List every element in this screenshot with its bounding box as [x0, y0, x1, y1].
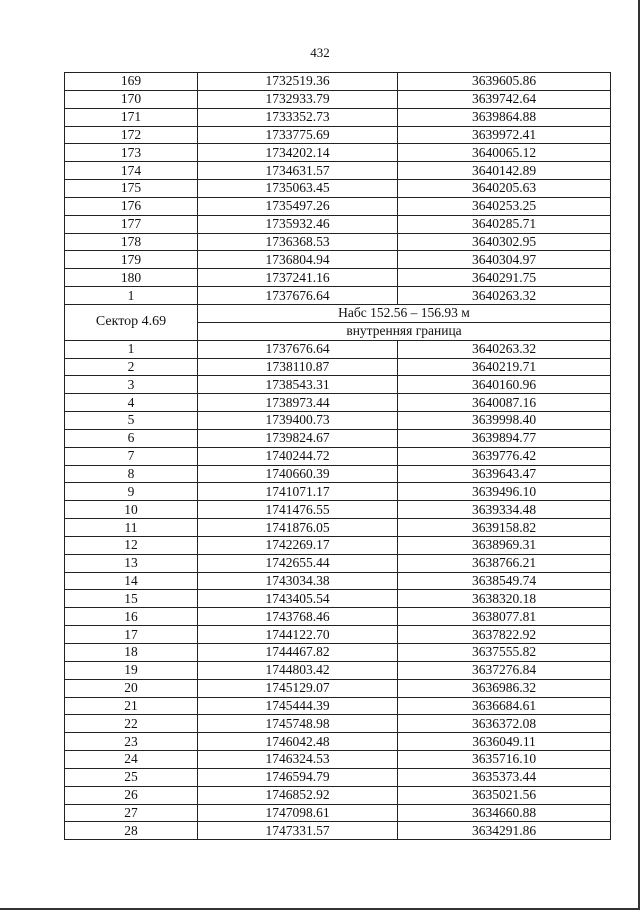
- x-coordinate: 1742655.44: [198, 554, 398, 572]
- y-coordinate: 3639864.88: [398, 108, 611, 126]
- y-coordinate: 3640285.71: [398, 215, 611, 233]
- y-coordinate: 3634291.86: [398, 822, 611, 840]
- point-number: 179: [65, 251, 198, 269]
- y-coordinate: 3640304.97: [398, 251, 611, 269]
- sector-height: Набс 152.56 – 156.93 м: [198, 304, 611, 322]
- table-row: [65, 447, 611, 465]
- table-row: [65, 108, 611, 126]
- y-coordinate: 3636684.61: [398, 697, 611, 715]
- sector-name: Сектор 4.69: [65, 304, 198, 340]
- y-coordinate: 3640087.16: [398, 394, 611, 412]
- table-row: [65, 804, 611, 822]
- table-row: [65, 519, 611, 537]
- point-number: 12: [65, 536, 198, 554]
- table-row: [65, 733, 611, 751]
- point-number: 24: [65, 751, 198, 769]
- coordinates-table: [64, 72, 611, 840]
- x-coordinate: 1738973.44: [198, 394, 398, 412]
- point-number: 180: [65, 269, 198, 287]
- x-coordinate: 1732519.36: [198, 73, 398, 91]
- table-row: [65, 697, 611, 715]
- y-coordinate: 3636986.32: [398, 679, 611, 697]
- table-row: [65, 197, 611, 215]
- y-coordinate: 3635373.44: [398, 768, 611, 786]
- x-coordinate: 1743034.38: [198, 572, 398, 590]
- x-coordinate: 1746594.79: [198, 768, 398, 786]
- point-number: 1: [65, 287, 198, 305]
- y-coordinate: 3637555.82: [398, 644, 611, 662]
- table-row: [65, 501, 611, 519]
- table-row: [65, 287, 611, 305]
- x-coordinate: 1738543.31: [198, 376, 398, 394]
- sector-boundary: внутренняя граница: [198, 322, 611, 340]
- table-row: [65, 90, 611, 108]
- table-row: [65, 554, 611, 572]
- y-coordinate: 3640253.25: [398, 197, 611, 215]
- y-coordinate: 3639894.77: [398, 429, 611, 447]
- point-number: 178: [65, 233, 198, 251]
- point-number: 170: [65, 90, 198, 108]
- table-row: [65, 822, 611, 840]
- point-number: 22: [65, 715, 198, 733]
- table-row: [65, 394, 611, 412]
- x-coordinate: 1733775.69: [198, 126, 398, 144]
- table-row: [65, 751, 611, 769]
- table-row: [65, 465, 611, 483]
- x-coordinate: 1739824.67: [198, 429, 398, 447]
- point-number: 5: [65, 412, 198, 430]
- x-coordinate: 1737676.64: [198, 340, 398, 358]
- x-coordinate: 1735932.46: [198, 215, 398, 233]
- y-coordinate: 3640205.63: [398, 180, 611, 198]
- table-row: [65, 251, 611, 269]
- point-number: 11: [65, 519, 198, 537]
- table-row: [65, 233, 611, 251]
- y-coordinate: 3636049.11: [398, 733, 611, 751]
- x-coordinate: 1745129.07: [198, 679, 398, 697]
- x-coordinate: 1741476.55: [198, 501, 398, 519]
- table-row: [65, 608, 611, 626]
- table-row: [65, 786, 611, 804]
- point-number: 18: [65, 644, 198, 662]
- y-coordinate: 3639496.10: [398, 483, 611, 501]
- point-number: 13: [65, 554, 198, 572]
- y-coordinate: 3639158.82: [398, 519, 611, 537]
- x-coordinate: 1733352.73: [198, 108, 398, 126]
- point-number: 28: [65, 822, 198, 840]
- point-number: 174: [65, 162, 198, 180]
- point-number: 4: [65, 394, 198, 412]
- point-number: 9: [65, 483, 198, 501]
- x-coordinate: 1741876.05: [198, 519, 398, 537]
- x-coordinate: 1744803.42: [198, 661, 398, 679]
- y-coordinate: 3637276.84: [398, 661, 611, 679]
- table-row: [65, 626, 611, 644]
- point-number: 3: [65, 376, 198, 394]
- x-coordinate: 1745444.39: [198, 697, 398, 715]
- y-coordinate: 3638766.21: [398, 554, 611, 572]
- point-number: 169: [65, 73, 198, 91]
- y-coordinate: 3636372.08: [398, 715, 611, 733]
- table-body-top: [65, 73, 611, 305]
- x-coordinate: 1734202.14: [198, 144, 398, 162]
- y-coordinate: 3640263.32: [398, 340, 611, 358]
- point-number: 16: [65, 608, 198, 626]
- y-coordinate: 3640160.96: [398, 376, 611, 394]
- point-number: 8: [65, 465, 198, 483]
- point-number: 20: [65, 679, 198, 697]
- y-coordinate: 3639334.48: [398, 501, 611, 519]
- table-row: [65, 215, 611, 233]
- x-coordinate: 1737676.64: [198, 287, 398, 305]
- table-row: [65, 412, 611, 430]
- table-row: [65, 73, 611, 91]
- table-row: [65, 644, 611, 662]
- y-coordinate: 3639742.64: [398, 90, 611, 108]
- x-coordinate: 1743768.46: [198, 608, 398, 626]
- y-coordinate: 3640142.89: [398, 162, 611, 180]
- point-number: 171: [65, 108, 198, 126]
- point-number: 26: [65, 786, 198, 804]
- table-row: [65, 536, 611, 554]
- x-coordinate: 1747098.61: [198, 804, 398, 822]
- y-coordinate: 3640219.71: [398, 358, 611, 376]
- table-row: [65, 483, 611, 501]
- y-coordinate: 3639776.42: [398, 447, 611, 465]
- page-number: 432: [310, 45, 330, 60]
- sector-header: [65, 304, 611, 340]
- x-coordinate: 1741071.17: [198, 483, 398, 501]
- y-coordinate: 3639643.47: [398, 465, 611, 483]
- y-coordinate: 3638077.81: [398, 608, 611, 626]
- point-number: 1: [65, 340, 198, 358]
- table-row: [65, 180, 611, 198]
- x-coordinate: 1735063.45: [198, 180, 398, 198]
- table-row: [65, 162, 611, 180]
- y-coordinate: 3640263.32: [398, 287, 611, 305]
- point-number: 15: [65, 590, 198, 608]
- x-coordinate: 1746852.92: [198, 786, 398, 804]
- point-number: 177: [65, 215, 198, 233]
- point-number: 2: [65, 358, 198, 376]
- x-coordinate: 1734631.57: [198, 162, 398, 180]
- table-body-bottom: [65, 340, 611, 840]
- table-row: [65, 590, 611, 608]
- sector-row-1: [65, 304, 611, 322]
- table-row: [65, 358, 611, 376]
- y-coordinate: 3639972.41: [398, 126, 611, 144]
- y-coordinate: 3637822.92: [398, 626, 611, 644]
- table-row: [65, 572, 611, 590]
- x-coordinate: 1745748.98: [198, 715, 398, 733]
- y-coordinate: 3634660.88: [398, 804, 611, 822]
- point-number: 6: [65, 429, 198, 447]
- y-coordinate: 3635021.56: [398, 786, 611, 804]
- table-row: [65, 144, 611, 162]
- point-number: 14: [65, 572, 198, 590]
- table-row: [65, 376, 611, 394]
- point-number: 175: [65, 180, 198, 198]
- x-coordinate: 1742269.17: [198, 536, 398, 554]
- point-number: 19: [65, 661, 198, 679]
- x-coordinate: 1744467.82: [198, 644, 398, 662]
- table-row: [65, 715, 611, 733]
- x-coordinate: 1735497.26: [198, 197, 398, 215]
- x-coordinate: 1743405.54: [198, 590, 398, 608]
- x-coordinate: 1740660.39: [198, 465, 398, 483]
- x-coordinate: 1747331.57: [198, 822, 398, 840]
- point-number: 23: [65, 733, 198, 751]
- x-coordinate: 1738110.87: [198, 358, 398, 376]
- y-coordinate: 3638969.31: [398, 536, 611, 554]
- point-number: 173: [65, 144, 198, 162]
- point-number: 21: [65, 697, 198, 715]
- table-row: [65, 768, 611, 786]
- point-number: 172: [65, 126, 198, 144]
- y-coordinate: 3635716.10: [398, 751, 611, 769]
- point-number: 176: [65, 197, 198, 215]
- y-coordinate: 3640065.12: [398, 144, 611, 162]
- table-row: [65, 340, 611, 358]
- y-coordinate: 3639605.86: [398, 73, 611, 91]
- y-coordinate: 3640291.75: [398, 269, 611, 287]
- table-row: [65, 269, 611, 287]
- point-number: 27: [65, 804, 198, 822]
- table-row: [65, 126, 611, 144]
- x-coordinate: 1746324.53: [198, 751, 398, 769]
- table-row: [65, 661, 611, 679]
- y-coordinate: 3640302.95: [398, 233, 611, 251]
- point-number: 25: [65, 768, 198, 786]
- x-coordinate: 1744122.70: [198, 626, 398, 644]
- x-coordinate: 1732933.79: [198, 90, 398, 108]
- x-coordinate: 1737241.16: [198, 269, 398, 287]
- y-coordinate: 3638320.18: [398, 590, 611, 608]
- point-number: 7: [65, 447, 198, 465]
- x-coordinate: 1739400.73: [198, 412, 398, 430]
- x-coordinate: 1746042.48: [198, 733, 398, 751]
- x-coordinate: 1736804.94: [198, 251, 398, 269]
- table-row: [65, 679, 611, 697]
- y-coordinate: 3639998.40: [398, 412, 611, 430]
- x-coordinate: 1740244.72: [198, 447, 398, 465]
- point-number: 17: [65, 626, 198, 644]
- y-coordinate: 3638549.74: [398, 572, 611, 590]
- x-coordinate: 1736368.53: [198, 233, 398, 251]
- point-number: 10: [65, 501, 198, 519]
- table-row: [65, 429, 611, 447]
